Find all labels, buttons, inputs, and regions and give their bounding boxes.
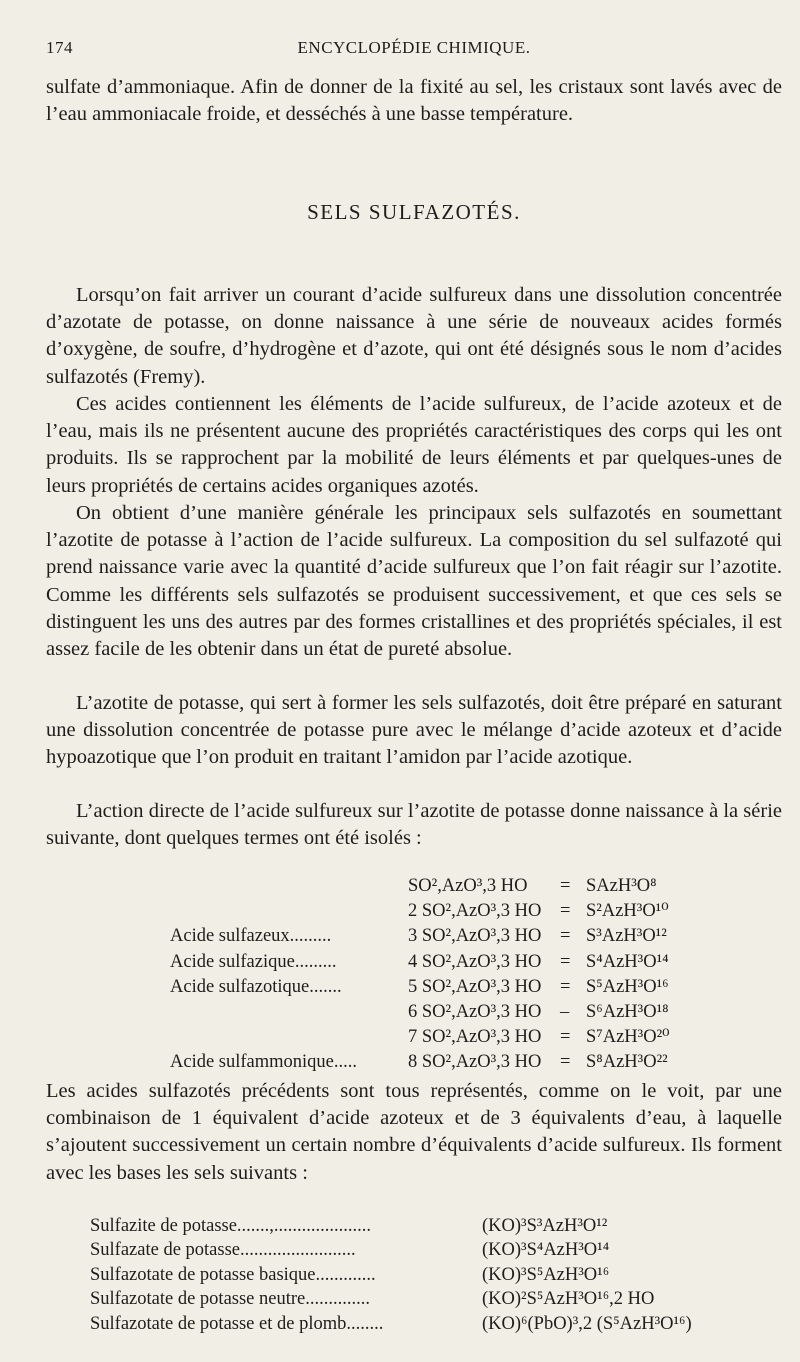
closing-paragraph: Les acides sulfazotés précédents sont tous représentés, comme on le voit, par une combinaison de 1 équivalent d’acide azoteux et de 3 équivalents d’eau, à laquelle s’ajoutent successivement un certain nombre d’équivalents d’acide sulfureux. Ils forment avec les bases les sels suivants : — [46, 1080, 782, 1184]
salt-row: Sulfazite de potasse.......,..................... (KO)³S³AzH³O¹² — [90, 1216, 608, 1236]
acid-row: 6 SO²,AzO³,3 HO – S⁶AzH³O¹⁸ — [408, 1001, 669, 1022]
acid-series-table — [160, 874, 720, 1076]
running-title: ENCYCLOPÉDIE CHIMIQUE. — [297, 38, 531, 57]
salt-row: Sulfazotate de potasse basique............. (KO)³S⁵AzH³O¹⁶ — [90, 1264, 610, 1285]
paragraph-3: On obtient d’une manière générale les principaux sels sulfazotés en soumettant l’azotite de potasse à l’action de l’acide sulfureux. La composition du sel sulfazoté qui prend naissance varie avec la quantité d’acide sulfureux que l’on fait réagir sur l’azotite. Comme les différents sels sulfazotés se produisent successivement, et que ces sels se distinguent les uns des autres par des formes cristallines et des propriétés spéciales, il est assez facile de les obtenir dans un état de pureté absolue. — [46, 502, 782, 661]
acid-row: SO²,AzO³,3 HO = SAzH³O⁸ — [408, 876, 657, 896]
acid-row: 7 SO²,AzO³,3 HO = S⁷AzH³O²⁰ — [408, 1027, 670, 1048]
running-header — [46, 38, 782, 62]
section-title: SELS SULFAZOTÉS. — [307, 200, 521, 224]
paragraph-4: L’azotite de potasse, qui sert à former les sels sulfazotés, doit être préparé en saturant une dissolution concentrée de potasse pure avec le mélange d’acide azoteux et d’acide hypoazotique que l’on produit en traitant l’amidon par l’acide azotique. — [46, 692, 782, 769]
paragraph-2: Ces acides contiennent les éléments de l’acide sulfureux, de l’acide azoteux et de l’eau, mais ils ne présentent aucune des propriétés caractéristiques des corps qui les ont produits. Ils se rapprochent par la mobilité de leurs éléments et par quelques-unes de leurs propriétés de certains acides organiques azotés. — [46, 393, 782, 497]
acid-row: Acide sulfazotique....... 5 SO²,AzO³,3 HO = S⁵AzH³O¹⁶ — [170, 976, 669, 997]
intro-paragraph: sulfate d’ammoniaque. Afin de donner de la fixité au sel, les cristaux sont lavés avec de l’eau ammoniacale froide, et desséchés à une basse température. — [46, 76, 782, 126]
paragraph-1: Lorsqu’on fait arriver un courant d’acide sulfureux dans une dissolution concentrée d’azotate de potasse, on donne naissance à une série de nouveaux acides formés d’oxygène, de soufre, d’hydrogène et d’azote, qui ont été désignés sous le nom d’acides sulfazotés (Fremy). — [46, 284, 782, 388]
acid-row: Acide sulfazique......... 4 SO²,AzO³,3 HO = S⁴AzH³O¹⁴ — [170, 951, 669, 972]
salt-row: Sulfazotate de potasse et de plomb........ (KO)⁶(PbO)³,2 (S⁵AzH³O¹⁶) — [90, 1313, 692, 1334]
salt-row: Sulfazate de potasse......................... (KO)³S⁴AzH³O¹⁴ — [90, 1240, 610, 1261]
salts-list — [90, 1214, 770, 1336]
paragraph-5: L’action directe de l’acide sulfureux sur l’azotite de potasse donne naissance à la série suivante, dont quelques termes ont été isolés : — [46, 800, 782, 850]
salt-row: Sulfazotate de potasse neutre.............. (KO)²S⁵AzH³O¹⁶,2 HO — [90, 1289, 655, 1310]
page-number: 174 — [46, 38, 73, 57]
acid-row: 2 SO²,AzO³,3 HO = S²AzH³O¹⁰ — [408, 901, 669, 922]
acid-row: Acide sulfammonique..... 8 SO²,AzO³,3 HO = S⁸AzH³O²² — [170, 1052, 668, 1073]
acid-row: Acide sulfazeux......... 3 SO²,AzO³,3 HO = S³AzH³O¹² — [170, 926, 667, 947]
